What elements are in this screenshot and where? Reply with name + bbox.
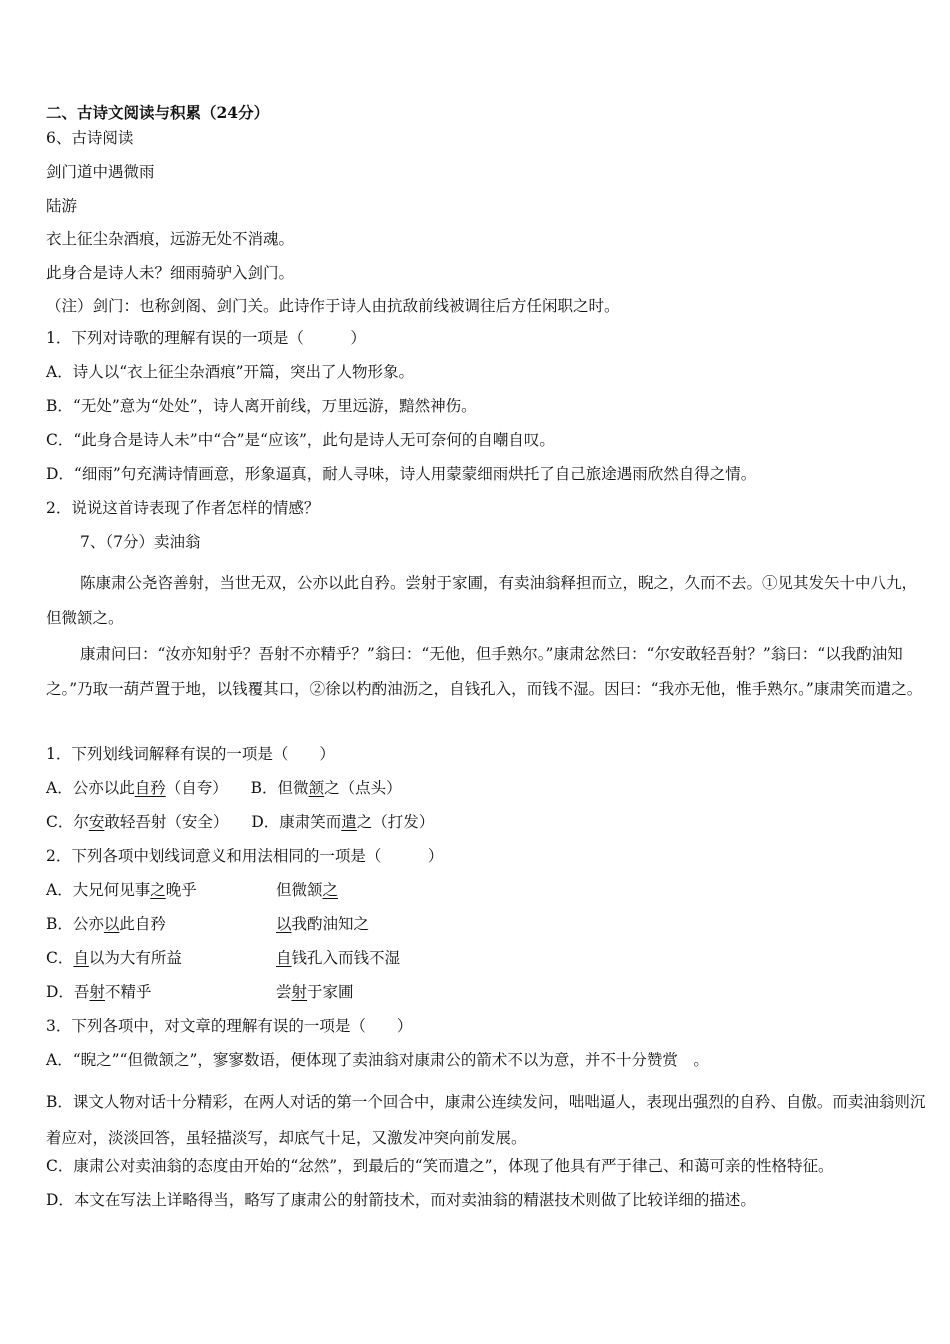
q7-q2-option-a: A．大兄何见事之晚乎 但微颔之 <box>46 881 339 899</box>
q7-q1-option-a: A．公亦以此自矜（自夸） <box>46 779 228 797</box>
passage-paragraph-2: 康肃问曰：“汝亦知射乎？吾射不亦精乎？”翁曰：“无他，但手熟尔。”康肃忿然曰：“尔安敢轻吾射？”翁曰：“以我酌油知之。”乃取一葫芦置于地，以钱覆其口，②徐以杓酌油沥之，自钱孔入，而钱不湿。因曰：“我亦无他，惟手熟尔。”康肃笑而遣之。 <box>46 645 923 698</box>
q6-heading: 6、古诗阅读 <box>46 129 134 147</box>
q7-q2-option-b: B．公亦以此自矜 以我酌油知之 <box>46 915 370 933</box>
q7-q2-option-c: C．自以为大有所益 自钱孔入而钱不湿 <box>46 949 401 967</box>
q7-q3-option-c: C．康肃公对卖油翁的态度由开始的“忿然”，到最后的“笑而遣之”，体现了他具有严于律己、和蔼可亲的性格特征。 <box>46 1157 834 1175</box>
q7-q3-option-b: B．课文人物对话十分精彩，在两人对话的第一个回合中，康肃公连续发问，咄咄逼人，表现出强烈的自矜、自傲。而卖油翁则沉着应对，淡淡回答，虽轻描淡写，却底气十足，又激发冲突向前发展。 <box>46 1093 926 1147</box>
q6-question-2: 2．说说这首诗表现了作者怎样的情感？ <box>46 499 320 517</box>
passage-paragraph-1: 陈康肃公尧咨善射，当世无双，公亦以此自矜。尝射于家圃，有卖油翁释担而立，睨之，久而不去。①见其发矢十中八九，但微颔之。 <box>46 574 918 627</box>
section-title: 二、古诗文阅读与积累（24分） <box>46 103 270 122</box>
q6-q1-option-b: B．“无处”意为“处处”，诗人离开前线，万里远游，黯然神伤。 <box>46 397 477 415</box>
q7-q1-options-ab <box>46 778 930 798</box>
q7-question-2: 2．下列各项中划线词意义和用法相同的一项是（ ） <box>46 847 444 865</box>
q7-question-3: 3．下列各项中，对文章的理解有误的一项是（ ） <box>46 1017 413 1035</box>
q7-q2-option-d: D．吾射不精乎 尝射于家圃 <box>46 983 354 1001</box>
q6-q1-option-d: D．“细雨”句充满诗情画意，形象逼真，耐人寻味，诗人用蒙蒙细雨烘托了自己旅途遇雨欣然自得之情。 <box>46 465 757 483</box>
q6-q1-option-a: A．诗人以“衣上征尘杂酒痕”开篇，突出了人物形象。 <box>46 363 415 381</box>
q6-question-1: 1．下列对诗歌的理解有误的一项是（ ） <box>46 329 366 347</box>
poem-note: （注）剑门：也称剑阁、剑门关。此诗作于诗人由抗敌前线被调往后方任闲职之时。 <box>46 297 620 315</box>
poem-author: 陆游 <box>46 197 78 215</box>
q7-q3-option-a: A．“睨之”“但微颔之”，寥寥数语，便体现了卖油翁对康肃公的箭术不以为意，并不十分赞赏 。 <box>46 1051 709 1069</box>
q7-q3-option-d: D．本文在写法上详略得当，略写了康肃公的射箭技术，而对卖油翁的精湛技术则做了比较详细的描述。 <box>46 1191 756 1209</box>
q6-q1-option-c: C．“此身合是诗人未”中“合”是“应该”，此句是诗人无可奈何的自嘲自叹。 <box>46 431 555 449</box>
q7-heading: 7、（7分）卖油翁 <box>80 533 201 551</box>
q7-question-1: 1．下列划线词解释有误的一项是（ ） <box>46 745 335 763</box>
q7-q1-options-cd <box>46 812 930 832</box>
poem-title: 剑门道中遇微雨 <box>46 163 155 181</box>
poem-line-2: 此身合是诗人未？细雨骑驴入剑门。 <box>46 264 295 282</box>
q7-q1-option-d: D．康肃笑而遣之（打发） <box>251 813 435 831</box>
q7-q1-option-b: B．但微颔之（点头） <box>250 779 402 797</box>
q7-q1-option-c: C．尔安敢轻吾射（安全） <box>46 813 229 831</box>
poem-line-1: 衣上征尘杂酒痕，远游无处不消魂。 <box>46 230 295 248</box>
